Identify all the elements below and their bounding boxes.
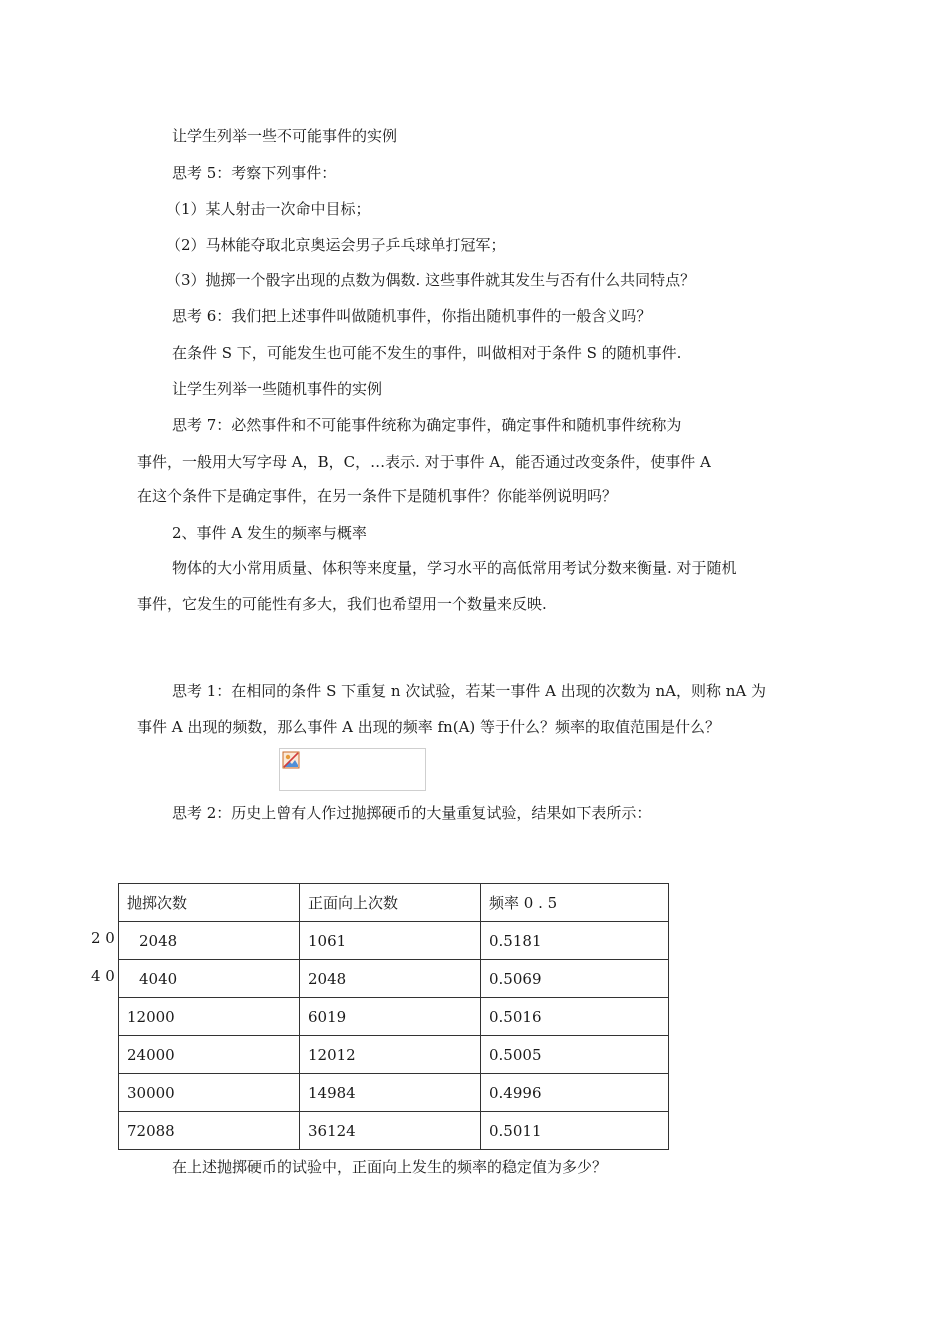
text-line-7: 在条件 S 下，可能发生也可能不发生的事件，叫做相对于条件 S 的随机事件. bbox=[172, 344, 682, 362]
table-cell: 4040 bbox=[119, 960, 300, 998]
table-cell: 14984 bbox=[300, 1074, 481, 1112]
table-header-row bbox=[119, 884, 669, 922]
header-heads-count: 正面向上次数 bbox=[300, 884, 481, 922]
text-line-16: 事件 A 出现的频数，那么事件 A 出现的频率 fn(A) 等于什么？频率的取值范围是什么？ bbox=[137, 718, 721, 736]
table-row bbox=[119, 960, 669, 998]
image-placeholder bbox=[279, 748, 426, 791]
text-line-18: 在上述抛掷硬币的试验中，正面向上发生的频率的稳定值为多少？ bbox=[172, 1158, 608, 1176]
text-line-10: 事件，一般用大写字母 A，B，C，…表示. 对于事件 A，能否通过改变条件，使事件 A bbox=[137, 453, 711, 471]
side-label-row-2: 4 0 bbox=[91, 967, 115, 985]
text-line-17: 思考 2：历史上曾有人作过抛掷硬币的大量重复试验，结果如下表所示： bbox=[172, 804, 652, 822]
table-cell: 0.5069 bbox=[481, 960, 669, 998]
table-row bbox=[119, 922, 669, 960]
text-line-3: （1）某人射击一次命中目标； bbox=[166, 200, 371, 218]
table-row bbox=[119, 1074, 669, 1112]
table-row bbox=[119, 1112, 669, 1150]
table-cell: 0.5016 bbox=[481, 998, 669, 1036]
coin-toss-table bbox=[118, 883, 669, 1150]
text-line-9: 思考 7：必然事件和不可能事件统称为确定事件，确定事件和随机事件统称为 bbox=[172, 416, 682, 434]
broken-image-icon bbox=[282, 751, 300, 769]
text-line-2: 思考 5：考察下列事件： bbox=[172, 164, 337, 182]
table-cell: 72088 bbox=[119, 1112, 300, 1150]
text-line-8: 让学生列举一些随机事件的实例 bbox=[172, 380, 383, 398]
header-toss-count: 抛掷次数 bbox=[119, 884, 300, 922]
text-line-14: 事件，它发生的可能性有多大，我们也希望用一个数量来反映. bbox=[137, 595, 547, 613]
table-cell: 1061 bbox=[300, 922, 481, 960]
table-cell: 12012 bbox=[300, 1036, 481, 1074]
text-line-5: （3）抛掷一个骰字出现的点数为偶数. 这些事件就其发生与否有什么共同特点？ bbox=[166, 271, 696, 289]
table-cell: 12000 bbox=[119, 998, 300, 1036]
table-cell: 36124 bbox=[300, 1112, 481, 1150]
table-cell: 30000 bbox=[119, 1074, 300, 1112]
table-cell: 2048 bbox=[119, 922, 300, 960]
table-cell: 24000 bbox=[119, 1036, 300, 1074]
section-heading: 2、事件 A 发生的频率与概率 bbox=[172, 524, 367, 542]
text-line-11: 在这个条件下是确定事件，在另一条件下是随机事件？你能举例说明吗？ bbox=[137, 487, 618, 505]
side-label-row-1: 2 0 bbox=[91, 929, 115, 947]
text-line-4: （2）马林能夺取北京奥运会男子乒乓球单打冠军； bbox=[166, 236, 506, 254]
table-row bbox=[119, 998, 669, 1036]
table-row bbox=[119, 1036, 669, 1074]
table-cell: 6019 bbox=[300, 998, 481, 1036]
table-cell: 0.4996 bbox=[481, 1074, 669, 1112]
text-line-1: 让学生列举一些不可能事件的实例 bbox=[172, 127, 398, 145]
text-line-15: 思考 1：在相同的条件 S 下重复 n 次试验，若某一事件 A 出现的次数为 nA，则称 nA 为 bbox=[172, 682, 766, 700]
header-frequency: 频率 0 . 5 bbox=[481, 884, 669, 922]
table-cell: 0.5181 bbox=[481, 922, 669, 960]
table-cell: 0.5005 bbox=[481, 1036, 669, 1074]
text-line-13: 物体的大小常用质量、体积等来度量，学习水平的高低常用考试分数来衡量. 对于随机 bbox=[172, 559, 737, 577]
text-line-6: 思考 6：我们把上述事件叫做随机事件，你指出随机事件的一般含义吗？ bbox=[172, 307, 652, 325]
table-cell: 2048 bbox=[300, 960, 481, 998]
table-cell: 0.5011 bbox=[481, 1112, 669, 1150]
